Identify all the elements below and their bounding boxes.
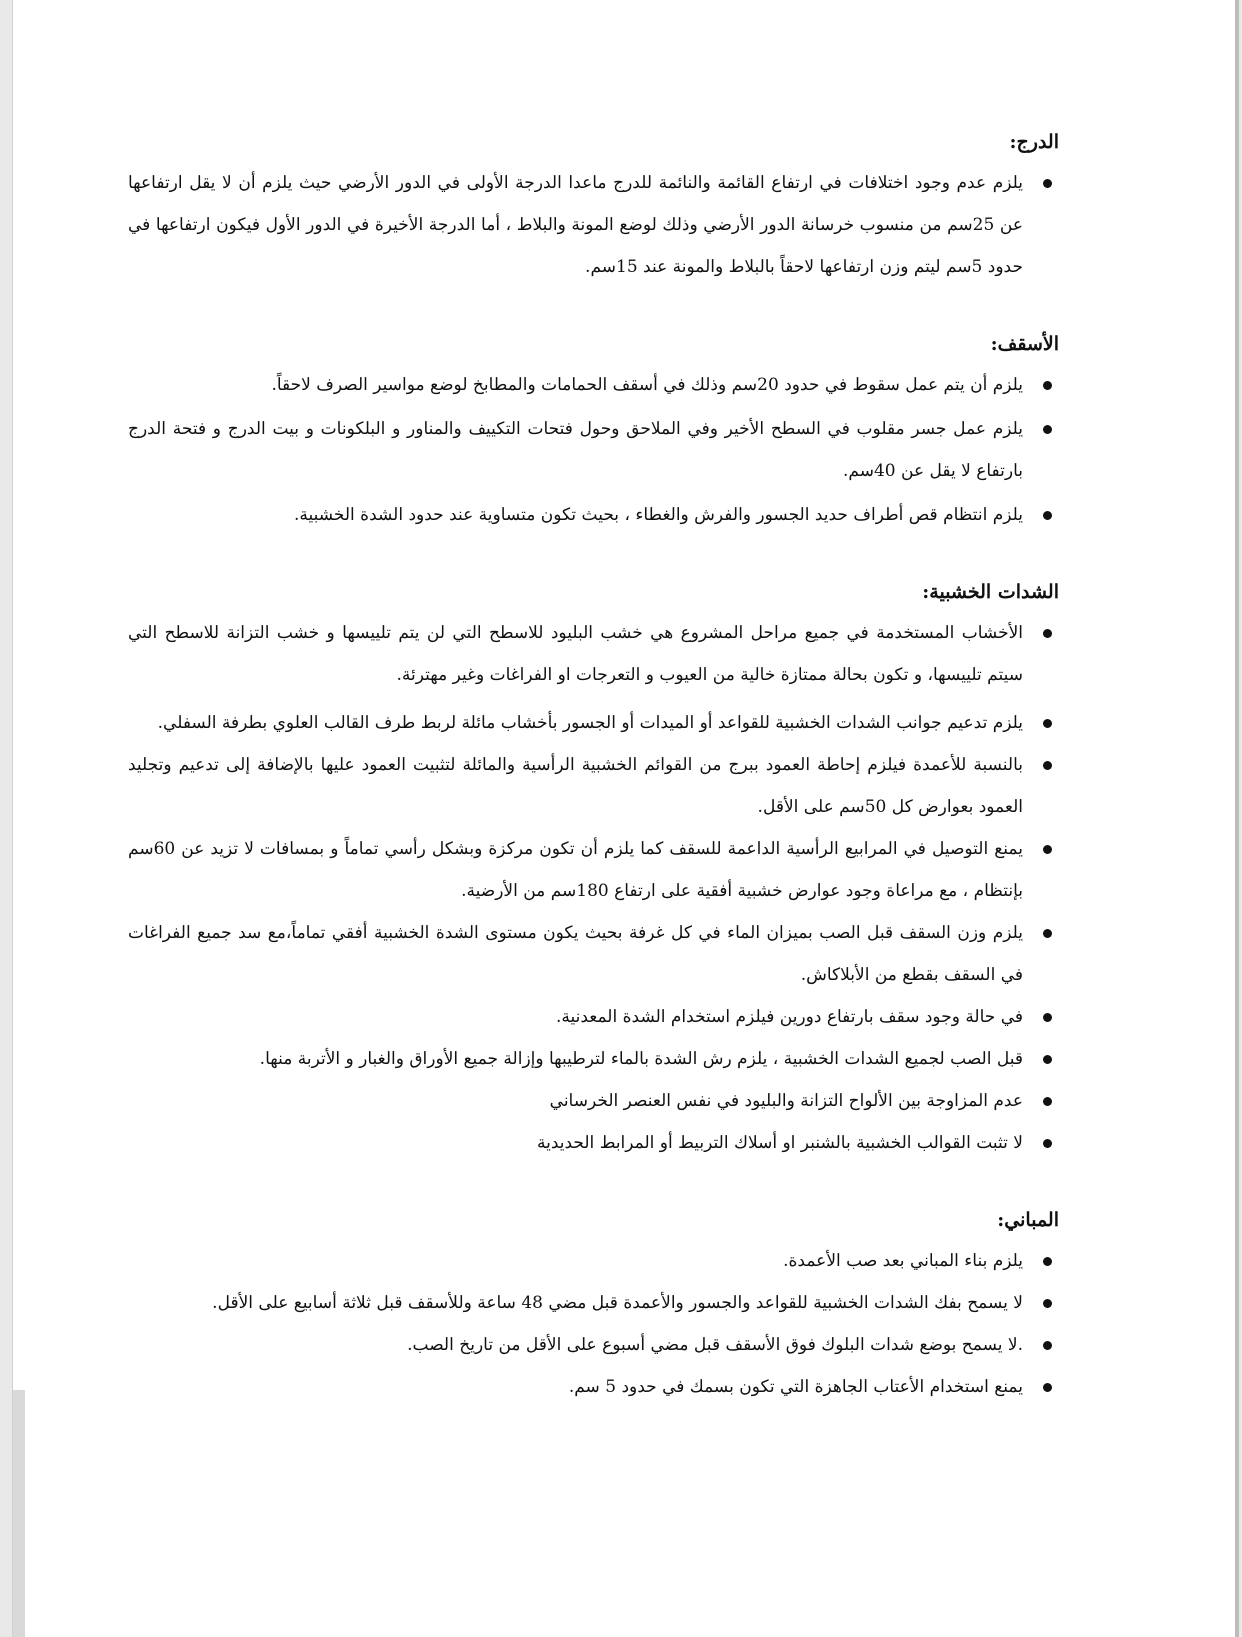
section-list-formwork [118,612,1053,1164]
bullet-icon [1043,1139,1052,1148]
bullet-icon [1043,1383,1052,1392]
list-item: قبل الصب لجميع الشدات الخشبية ، يلزم رش الشدة بالماء لترطيبها وإزالة جميع الأوراق والغبار و الأتربة منها. [118,1038,1053,1080]
bullet-icon [1043,719,1052,728]
list-item: يلزم تدعيم جوانب الشدات الخشبية للقواعد أو الميدات أو الجسور بأخشاب مائلة لربط طرف القالب العلوي بطرفة السفلي. [118,702,1053,744]
bullet-icon [1043,1055,1052,1064]
bullet-icon [1043,1257,1052,1266]
list-item: .لا يسمح بوضع شدات البلوك فوق الأسقف قبل مضي أسبوع على الأقل من تاريخ الصب. [118,1324,1053,1366]
list-item: يلزم بناء المباني بعد صب الأعمدة. [118,1240,1053,1282]
list-item: لا يسمح بفك الشدات الخشبية للقواعد والجسور والأعمدة قبل مضي 48 ساعة وللأسقف قبل ثلاثة أسابيع على الأقل. [118,1282,1053,1324]
bullet-icon [1043,1013,1052,1022]
list-item: في حالة وجود سقف بارتفاع دورين فيلزم استخدام الشدة المعدنية. [118,996,1053,1038]
document-body [118,122,1059,1408]
list-item: يلزم وزن السقف قبل الصب بميزان الماء في كل غرفة بحيث يكون مستوى الشدة الخشبية أفقي تماماً،مع سد جميع الفراغات في السقف بقطع من الأبلاكاش. [118,912,1053,996]
page-edge-shadow [13,1390,25,1637]
bullet-icon [1043,511,1052,520]
page-right-border [1235,0,1239,1637]
list-item: لا تثبت القوالب الخشبية بالشنبر او أسلاك التربيط أو المرابط الحديدية [118,1122,1053,1164]
bullet-icon [1043,761,1052,770]
list-item: يمنع التوصيل في المرابيع الرأسية الداعمة للسقف كما يلزم أن تكون مركزة وبشكل رأسي تماماً و بمسافات لا تزيد عن 60سم بإنتظام ، مع مراعاة وجود عوارض خشبية أفقية على ارتفاع 180سم من الأرضية. [118,828,1053,912]
section-list-ceilings [118,364,1053,536]
bullet-icon [1043,425,1052,434]
list-item: الأخشاب المستخدمة في جميع مراحل المشروع هي خشب البليود للاسطح التي لن يتم تلييسها و خشب التزانة للاسطح التي سيتم تلييسها، و تكون بحالة ممتازة خالية من العيوب و التعرجات او الفراغات وغير مهترئة. [118,612,1053,696]
bullet-icon [1043,381,1052,390]
list-item: يلزم انتظام قص أطراف حديد الجسور والفرش والغطاء ، بحيث تكون متساوية عند حدود الشدة الخشبية. [118,494,1053,536]
list-item: يلزم أن يتم عمل سقوط في حدود 20سم وذلك في أسقف الحمامات والمطابخ لوضع مواسير الصرف لاحقاً. [118,364,1053,406]
document-page [12,0,1239,1637]
bullet-icon [1043,1299,1052,1308]
section-heading-ceilings: الأسقف: [990,333,1059,355]
list-item: يلزم عدم وجود اختلافات في ارتفاع القائمة والنائمة للدرج ماعدا الدرجة الأولى في الدور الأرضي حيث يلزم أن لا يقل ارتفاعها عن 25سم من منسوب خرسانة الدور الأرضي وذلك لوضع المونة والبلاط ، أما الدرجة الأخيرة في الدور الأول فيكون ارتفاعها في حدود 5سم ليتم وزن ارتفاعها لاحقاً بالبلاط والمونة عند 15سم. [118,162,1053,288]
section-heading-masonry: المباني: [997,1209,1059,1231]
bullet-icon [1043,929,1052,938]
bullet-icon [1043,1097,1052,1106]
section-heading-formwork: الشدات الخشبية: [922,581,1059,603]
list-item: عدم المزاوجة بين الألواح التزانة والبليود في نفس العنصر الخرساني [118,1080,1053,1122]
section-heading-stairs: الدرج: [1009,131,1059,153]
bullet-icon [1043,845,1052,854]
section-list-stairs [118,162,1053,288]
bullet-icon [1043,629,1052,638]
list-item: يلزم عمل جسر مقلوب في السطح الأخير وفي الملاحق وحول فتحات التكييف والمناور و البلكونات و بيت الدرج و فتحة الدرج بارتفاع لا يقل عن 40سم. [118,408,1053,492]
section-list-masonry [118,1240,1053,1408]
list-item: يمنع استخدام الأعتاب الجاهزة التي تكون بسمك في حدود 5 سم. [118,1366,1053,1408]
bullet-icon [1043,179,1052,188]
list-item: بالنسبة للأعمدة فيلزم إحاطة العمود ببرج من القوائم الخشبية الرأسية والمائلة لتثبيت العمود عليها بالإضافة إلى تدعيم وتجليد العمود بعوارض كل 50سم على الأقل. [118,744,1053,828]
bullet-icon [1043,1341,1052,1350]
